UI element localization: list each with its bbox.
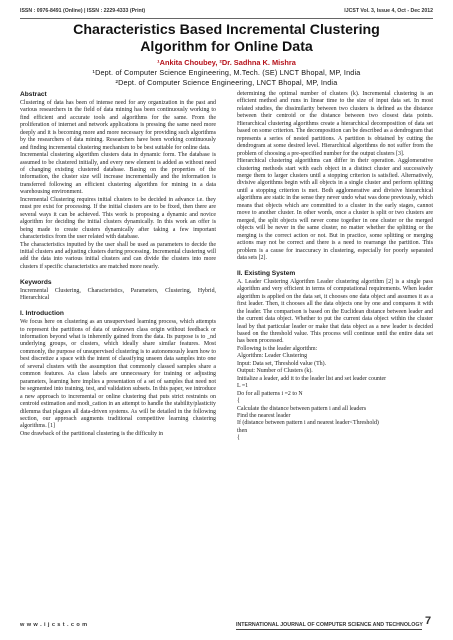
running-header [20, 8, 433, 18]
issn-text: ISSN : 0976-8491 (Online) | ISSN : 2229-4333 (Print) [20, 8, 146, 14]
keywords-text: Incremental Clustering, Characteristics, Parameters, Clustering, Hybrid, Hierarchical [20, 287, 216, 302]
introduction-paragraph-2: One drawback of the partitional clustering is the difficulty in [20, 430, 164, 437]
left-column [20, 91, 216, 438]
algorithm-line: { [237, 435, 240, 442]
title-line-2: Algorithm for Online Data [140, 39, 313, 55]
right-paragraph-1: determining the optimal number of clusters (k). Incremental clustering is an efficient method and runs in linear time to the size of input data set. In most related studies, the dissimilarity between two clusters is defined as the distance between their centroid or the distance between two closest data points. Hierarchical clustering algorithms create a hierarchical decomposition of data set based on some criterion. The decomposition can be described as a dendrogram that represents a series of nested partitions. A partition is obtained by cutting the dendrogram at some desired level. Hierarchical algorithms do not suffer from the problem of choosing a pre-specified number for the output clusters [3]. [237, 91, 433, 157]
algorithm-line: Do for all patterns i =2 to N [237, 390, 303, 397]
algorithm-line: Find the nearest leader [237, 412, 291, 419]
journal-url: w w w . i j c s t . c o m [20, 622, 88, 628]
page-number: 7 [425, 615, 432, 627]
algorithm-line: { [237, 398, 240, 405]
algorithm-line: If (distance between pattern i and nearest leader<Threshold) [237, 420, 379, 427]
footer-rule [236, 629, 422, 630]
affiliation-2: ²Dept. of Computer Science Engineering, LNCT Bhopal, MP, India [115, 78, 338, 87]
abstract-paragraph-2: Incremental clustering algorithm clusters data in dynamic form. The database is assumed to be clustered initially, and every new element is added as without need of changing existing clustered database. Basing on the properties of the information, the cluster size will increase incrementally and the information is transferred following an efficient clustering algorithm for mining in a data warehousing environment. [20, 152, 216, 196]
algorithm-line: Calculate the distance between pattern i and all leaders [237, 405, 367, 412]
algorithm-line: then [237, 427, 248, 434]
introduction-heading: I. Introduction [20, 310, 64, 318]
right-paragraph-3: A. Leader Clustering Algorithm Leader clustering algorithm [2] is a single pass algorithm and very efficient in terms of computational requirements. When leader algorithm is applied on the data set, it chooses one data object and assumes it as a first leader. Then, it chooses all the data objects one by one and compares it with the leader. The comparison is based on the Euclidean distance between leader and the current data object. Whether to put the current data object within the cluster lead by that particular leader or make that data object as a new leader is decided based on the threshold value. This process will continue until the entire data set has been processed. [237, 278, 433, 345]
header-rule [20, 18, 433, 19]
algorithm-line: Following is the leader algorithm: [237, 345, 318, 352]
volume-text: IJCST Vol. 3, Issue 4, Oct - Dec 2012 [344, 8, 433, 14]
paper-title [20, 22, 433, 56]
introduction-paragraph-1: We focus here on clustering as an unsupervised learning process, which attempts to represent the partitions of data of unknown class origin without feedback or information beyond what is inherently gained from the data. Its purpose is to _nd underlying groups, or clusters, which ideally share similar features. Most commonly, the purpose of unsupervised clustering is to autonomously learn how to best discretize a space with the intent of classifying unseen data samples into one of several clusters with the assumption that commonly classed samples share a common features. As class labels are unnecessary for training or adjusting parameters, learning here implies a presentation of a set of samples that need not be segmented into training, test, and validation subsets. In this paper, we introduce a new approach to incremental or online clustering that puts strict restraints on centroid estimation and modi_cation in an attempt to handle the stability/plasticity dilemma that plagues all data-driven systems. As will be detailed in the following section, our approach augments traditional competitive learning clustering algorithms. [1] [20, 319, 216, 430]
abstract-paragraph-4: The characteristics inputted by the user shall be used as parameters to decide the initial clusters and adjusting clusters during processing. Incremental clustering will add the data into various initial clusters and can divide the clusters into more clusters if specific characteristics are matched more nearly. [20, 241, 216, 270]
affiliation-1: ¹Dept. of Computer Science Engineering, M.Tech. (SE) LNCT Bhopal, MP, India [92, 68, 361, 77]
abstract-paragraph-3: Incremental Clustering requires initial clusters to be decided in advance i.e. they must pre exist for processing. If the initial clusters are to be fixed, then there are several ways it can be achieved. This work is proposing a dynamic and novice algorithm for deciding the initial clusters dynamically. In this work an offer is being made to create clusters dynamically after taking a few important characteristics from the user related with database. [20, 196, 216, 241]
algorithm-line: Input: Data set, Threshold value (Th). [237, 360, 327, 367]
keywords-heading: Keywords [20, 278, 52, 286]
authors: ¹Ankita Choubey, ²Dr. Sadhna K. Mishra [157, 58, 296, 67]
existing-system-heading: II. Existing System [237, 269, 296, 277]
algorithm-line: Output: Number of Clusters (k). [237, 368, 313, 375]
journal-name: INTERNATIONAL JOURNAL OF COMPUTER SCIENCE AND TECHNOLOGY [236, 622, 423, 628]
abstract-heading: Abstract [20, 91, 47, 98]
algorithm-line: Initialize a leader, add it to the leader list and set leader counter [237, 375, 387, 382]
right-column [237, 91, 433, 443]
algorithm-line: Algorithm: Leader Clustering [237, 353, 308, 360]
abstract-paragraph-1: Clustering of data has been of intense need for any organization in the past and various researchers in the field of data mining has been continuously working to find efficient and accurate tools and algorithms for the same. From the proliferation of internet and network applications is pressing the same need more deeply and it is becoming more and more necessary for providing such algorithms by the researchers of data mining. Researchers have been working continuously and finding incremental clustering mechanism to be best suitable for online data. [20, 99, 216, 151]
algorithm-line: L =1 [237, 383, 249, 390]
title-line-1: Characteristics Based Incremental Clustering [73, 22, 380, 38]
right-paragraph-2: Hierarchical clustering algorithms can differ in their operation. Agglomerative clustering methods start with each object in a distinct cluster and successively merge them to larger clusters until a stopping criterion is satisfied. Alternatively, divisive algorithms begin with all objects in a single cluster and perform splitting until a stopping criterion is met. Both agglomerative and divisive hierarchical algorithms are static in the sense they never undo what was done previously, which means that objects which are committed to a cluster in the early stages, cannot move to another cluster. In other words, once a cluster is split or two clusters are merged, the split objects will never come together in one cluster or the merged objects will be never in the same cluster, no matter whether the splitting or the merging is the correct action or not. But in practice, some splitting or merging actions may not be correct and there is a need to rearrange the partition. This problem is a cause for inaccuracy in clustering, especially for poorly separated data sets [2]. [237, 158, 433, 261]
